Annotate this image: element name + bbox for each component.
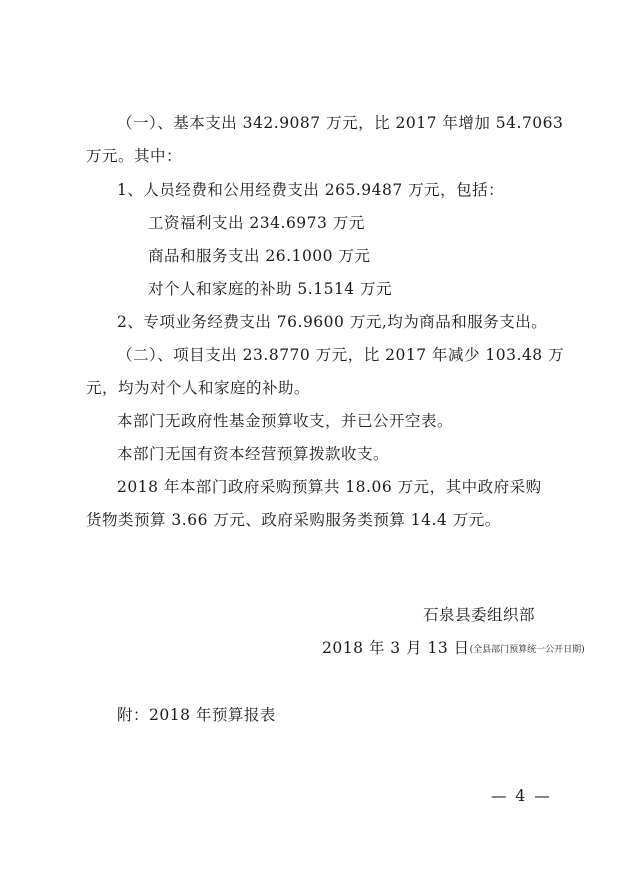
- page-number: — 4 —: [491, 787, 552, 805]
- special-expense-item: 2、专项业务经费支出 76.9600 万元,均为商品和服务支出。: [117, 313, 548, 331]
- basic-expense-line-1: （一）、基本支出 342.9087 万元，比 2017 年增加 54.7063: [117, 114, 564, 132]
- signature-organization: 石泉县委组织部: [423, 606, 536, 624]
- subsidy-line: 对个人和家庭的补助 5.1514 万元: [148, 280, 393, 298]
- goods-services-line: 商品和服务支出 26.1000 万元: [148, 247, 371, 265]
- personnel-expense-item: 1、人员经费和公用经费支出 265.9487 万元，包括：: [117, 181, 505, 199]
- procurement-line-2: 货物类预算 3.66 万元、政府采购服务类预算 14.4 万元。: [86, 511, 501, 529]
- signature-date-note: (全县部门预算统一公开日期): [469, 645, 585, 655]
- basic-expense-line-2: 万元。其中：: [86, 147, 183, 165]
- project-expense-line-1: （二）、项目支出 23.8770 万元，比 2017 年减少 103.48 万: [117, 346, 565, 364]
- salary-welfare-line: 工资福利支出 234.6973 万元: [148, 214, 365, 232]
- signature-date: 2018 年 3 月 13 日: [322, 639, 470, 657]
- government-fund-paragraph: 本部门无政府性基金预算收支，并已公开空表。: [117, 412, 454, 430]
- project-expense-line-2: 元，均为对个人和家庭的补助。: [86, 379, 311, 397]
- signature-date-line: [322, 638, 585, 660]
- state-capital-paragraph: 本部门无国有资本经营预算拨款收支。: [117, 445, 390, 463]
- attachment-line: 附：2018 年预算报表: [117, 706, 276, 724]
- procurement-line-1: 2018 年本部门政府采购预算共 18.06 万元，其中政府采购: [117, 478, 542, 496]
